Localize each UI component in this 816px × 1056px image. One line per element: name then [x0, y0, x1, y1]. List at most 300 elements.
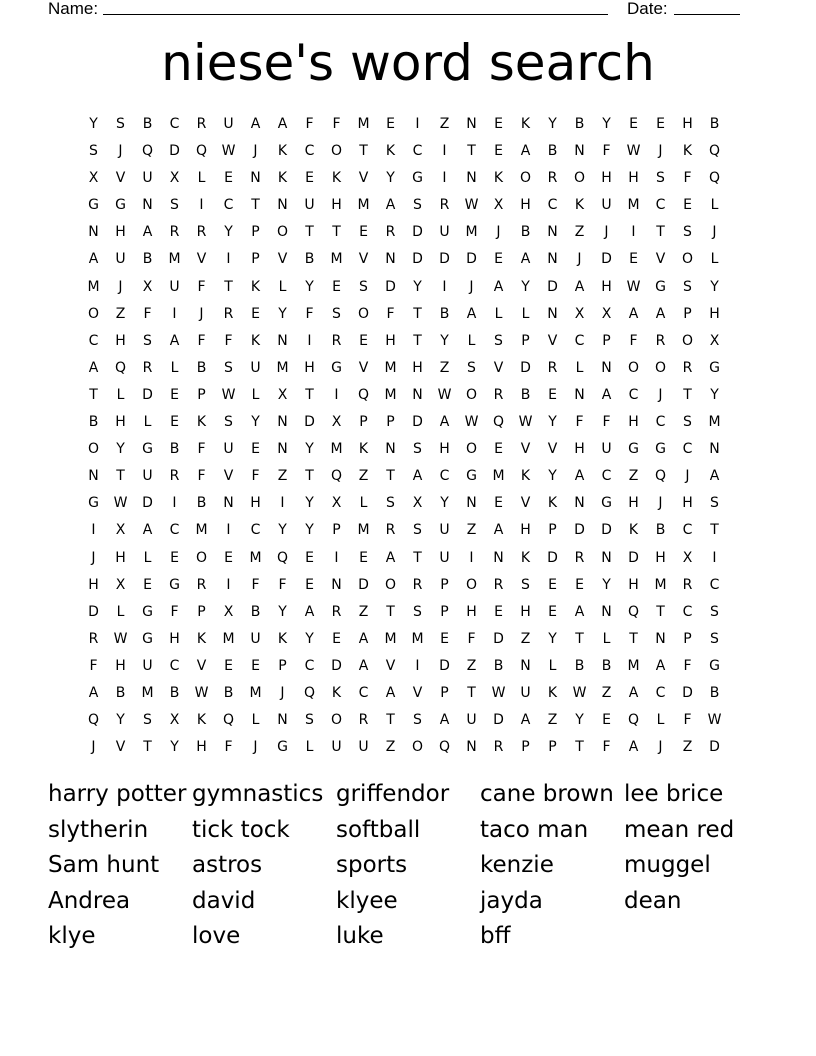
grid-letter: E: [440, 630, 449, 647]
grid-letter: O: [330, 143, 343, 160]
grid-letter: R: [142, 359, 153, 376]
grid-letter: S: [710, 630, 719, 647]
grid-letter: E: [305, 549, 314, 566]
grid-letter: F: [683, 657, 692, 674]
grid-letter: B: [439, 305, 450, 322]
grid-letter: B: [493, 657, 504, 674]
grid-letter: O: [681, 332, 694, 349]
grid-letter: M: [141, 684, 154, 701]
grid-letter: V: [655, 251, 666, 268]
grid-letter: R: [358, 712, 369, 729]
grid-letter: N: [574, 386, 585, 403]
grid-letter: Y: [224, 224, 233, 241]
grid-letter: P: [440, 576, 449, 593]
grid-letter: G: [277, 739, 288, 756]
grid-letter: L: [278, 278, 287, 295]
name-blank-line[interactable]: [103, 14, 608, 15]
grid-letter: X: [115, 522, 126, 539]
grid-letter: L: [305, 739, 314, 756]
grid-letter: A: [628, 305, 639, 322]
grid-letter: J: [658, 386, 663, 403]
grid-letter: M: [330, 251, 343, 268]
grid-letter: E: [224, 657, 233, 674]
word-list-item: Sam hunt: [48, 852, 160, 879]
grid-letter: W: [464, 414, 479, 431]
grid-letter: A: [493, 522, 504, 539]
grid-letter: E: [359, 549, 368, 566]
grid-letter: P: [440, 603, 449, 620]
grid-letter: F: [251, 468, 260, 485]
grid-letter: H: [628, 576, 639, 593]
grid-letter: R: [331, 332, 342, 349]
grid-letter: Y: [278, 522, 287, 539]
grid-letter: X: [412, 495, 423, 512]
grid-letter: I: [172, 495, 177, 512]
grid-letter: F: [629, 332, 638, 349]
grid-letter: J: [685, 468, 690, 485]
date-blank-line[interactable]: [674, 14, 740, 15]
grid-letter: I: [469, 549, 474, 566]
grid-letter: H: [169, 630, 180, 647]
grid-letter: N: [223, 495, 234, 512]
grid-letter: N: [547, 251, 558, 268]
grid-letter: D: [142, 495, 153, 512]
grid-letter: N: [493, 549, 504, 566]
grid-letter: V: [385, 657, 396, 674]
grid-letter: X: [223, 603, 234, 620]
grid-letter: A: [142, 224, 153, 241]
grid-letter: R: [196, 116, 207, 132]
grid-letter: B: [574, 657, 585, 674]
grid-letter: K: [277, 143, 288, 160]
grid-letter: A: [358, 657, 369, 674]
grid-letter: E: [251, 441, 260, 458]
grid-letter: E: [305, 576, 314, 593]
grid-letter: F: [602, 739, 611, 756]
grid-letter: J: [604, 224, 609, 241]
grid-letter: M: [627, 197, 640, 214]
word-list-item: sports: [336, 852, 408, 879]
grid-letter: C: [655, 414, 666, 431]
grid-letter: Y: [575, 712, 584, 729]
grid-letter: F: [467, 630, 476, 647]
grid-letter: A: [493, 278, 504, 295]
grid-letter: R: [493, 739, 504, 756]
grid-letter: B: [142, 251, 153, 268]
grid-letter: O: [384, 576, 397, 593]
grid-letter: B: [574, 116, 585, 132]
grid-letter: N: [250, 170, 261, 187]
grid-letter: H: [115, 332, 126, 349]
grid-letter: R: [385, 224, 396, 241]
grid-letter: F: [602, 143, 611, 160]
grid-letter: Z: [574, 224, 585, 241]
grid-letter: N: [88, 468, 99, 485]
grid-letter: Q: [627, 712, 640, 729]
word-list-item: bff: [480, 923, 511, 950]
grid-letter: B: [223, 684, 234, 701]
grid-letter: H: [655, 549, 666, 566]
grid-letter: T: [332, 224, 341, 241]
grid-letter: A: [88, 359, 99, 376]
word-list-item: Andrea: [48, 887, 131, 914]
grid-letter: V: [358, 359, 369, 376]
word-list-item: mean red: [624, 816, 735, 843]
grid-letter: M: [384, 359, 397, 376]
word-list-item: klyee: [336, 887, 398, 914]
grid-letter: N: [601, 549, 612, 566]
grid-letter: D: [331, 657, 342, 674]
grid-letter: K: [196, 712, 207, 729]
grid-letter: S: [224, 414, 233, 431]
grid-letter: M: [168, 251, 181, 268]
grid-letter: Z: [358, 468, 369, 485]
grid-letter: S: [413, 712, 422, 729]
grid-letter: Q: [87, 712, 100, 729]
grid-letter: C: [223, 197, 234, 214]
grid-letter: N: [655, 630, 666, 647]
grid-letter: E: [494, 143, 503, 160]
grid-letter: A: [385, 549, 396, 566]
grid-letter: E: [386, 116, 395, 132]
grid-letter: B: [196, 359, 207, 376]
grid-letter: I: [442, 170, 447, 187]
grid-letter: O: [465, 576, 478, 593]
grid-letter: D: [304, 414, 315, 431]
grid-letter: F: [332, 116, 341, 132]
grid-letter: B: [169, 441, 180, 458]
grid-letter: B: [115, 684, 126, 701]
grid-letter: J: [712, 224, 717, 241]
grid-letter: E: [629, 116, 638, 132]
grid-letter: A: [520, 251, 531, 268]
grid-letter: J: [118, 278, 123, 295]
grid-letter: C: [169, 116, 180, 132]
grid-letter: L: [575, 359, 584, 376]
grid-letter: S: [494, 332, 503, 349]
grid-letter: H: [115, 414, 126, 431]
grid-letter: H: [682, 495, 693, 512]
grid-letter: G: [142, 603, 153, 620]
grid-letter: W: [572, 684, 587, 701]
grid-letter: R: [169, 468, 180, 485]
grid-letter: F: [224, 332, 233, 349]
grid-letter: A: [655, 657, 666, 674]
grid-letter: Z: [628, 468, 639, 485]
grid-letter: D: [169, 143, 180, 160]
grid-letter: B: [709, 116, 720, 132]
grid-letter: Q: [330, 468, 343, 485]
grid-letter: W: [626, 278, 641, 295]
grid-letter: B: [547, 143, 558, 160]
word-list-item: astros: [192, 852, 263, 879]
grid-letter: K: [493, 170, 504, 187]
grid-letter: N: [331, 576, 342, 593]
grid-letter: Q: [357, 386, 370, 403]
grid-letter: Q: [276, 549, 289, 566]
grid-letter: K: [277, 170, 288, 187]
grid-letter: X: [277, 386, 288, 403]
grid-letter: T: [386, 712, 395, 729]
grid-letter: P: [521, 332, 530, 349]
grid-letter: X: [493, 197, 504, 214]
grid-letter: T: [656, 224, 665, 241]
grid-letter: R: [682, 359, 693, 376]
grid-letter: A: [655, 305, 666, 322]
grid-letter: E: [656, 116, 665, 132]
grid-letter: P: [332, 522, 341, 539]
word-list-item: tick tock: [192, 816, 290, 843]
grid-letter: M: [654, 576, 667, 593]
grid-letter: S: [224, 359, 233, 376]
grid-letter: T: [305, 224, 314, 241]
grid-letter: M: [195, 522, 208, 539]
grid-letter: L: [359, 495, 368, 512]
word-list-item: klye: [48, 923, 96, 950]
grid-letter: V: [223, 468, 234, 485]
grid-letter: N: [466, 170, 477, 187]
grid-letter: A: [439, 414, 450, 431]
grid-letter: F: [305, 305, 314, 322]
grid-letter: U: [439, 549, 450, 566]
grid-letter: U: [115, 251, 126, 268]
grid-letter: M: [492, 468, 505, 485]
word-list-item: griffendor: [336, 781, 450, 807]
grid-letter: A: [88, 251, 99, 268]
grid-letter: B: [142, 116, 153, 132]
grid-letter: A: [412, 468, 423, 485]
grid-letter: V: [277, 251, 288, 268]
grid-letter: Q: [492, 414, 505, 431]
word-list-item: lee brice: [624, 781, 724, 807]
grid-letter: J: [253, 143, 258, 160]
word-list-item: david: [192, 887, 256, 914]
grid-letter: V: [547, 441, 558, 458]
grid-letter: Q: [708, 143, 721, 160]
grid-letter: T: [467, 684, 476, 701]
grid-letter: D: [412, 414, 423, 431]
grid-letter: I: [226, 576, 231, 593]
grid-letter: V: [520, 441, 531, 458]
grid-letter: H: [412, 359, 423, 376]
grid-letter: N: [547, 224, 558, 241]
grid-letter: V: [196, 657, 207, 674]
grid-letter: G: [628, 441, 639, 458]
grid-letter: L: [494, 305, 503, 322]
grid-letter: L: [251, 386, 260, 403]
grid-letter: K: [250, 332, 261, 349]
grid-letter: S: [116, 116, 125, 132]
grid-letter: F: [143, 305, 152, 322]
grid-letter: Y: [440, 332, 449, 349]
grid-letter: J: [280, 684, 285, 701]
grid-letter: A: [466, 305, 477, 322]
grid-letter: N: [277, 712, 288, 729]
grid-letter: I: [334, 549, 339, 566]
grid-letter: I: [442, 278, 447, 295]
grid-letter: O: [465, 441, 478, 458]
grid-letter: C: [709, 576, 720, 593]
grid-letter: D: [412, 224, 423, 241]
grid-letter: S: [413, 522, 422, 539]
grid-letter: P: [602, 332, 611, 349]
grid-letter: I: [280, 495, 285, 512]
grid-letter: T: [143, 739, 152, 756]
grid-letter: C: [682, 522, 693, 539]
grid-letter: A: [142, 522, 153, 539]
grid-letter: G: [142, 630, 153, 647]
grid-letter: J: [199, 305, 204, 322]
grid-letter: V: [493, 359, 504, 376]
grid-letter: G: [601, 495, 612, 512]
grid-letter: S: [413, 603, 422, 620]
grid-letter: E: [494, 116, 503, 132]
grid-letter: S: [386, 495, 395, 512]
grid-letter: K: [574, 197, 585, 214]
grid-letter: C: [304, 143, 315, 160]
grid-letter: Y: [710, 386, 719, 403]
grid-letter: P: [278, 657, 287, 674]
grid-letter: A: [709, 468, 720, 485]
grid-letter: E: [332, 278, 341, 295]
grid-letter: Q: [654, 468, 667, 485]
grid-letter: A: [385, 197, 396, 214]
grid-letter: U: [331, 739, 342, 756]
grid-letter: R: [493, 386, 504, 403]
grid-letter: J: [658, 495, 663, 512]
grid-letter: E: [359, 332, 368, 349]
grid-letter: T: [413, 332, 422, 349]
grid-letter: L: [197, 170, 206, 187]
grid-letter: N: [277, 414, 288, 431]
grid-letter: H: [601, 278, 612, 295]
grid-letter: H: [709, 305, 720, 322]
grid-letter: H: [466, 603, 477, 620]
grid-letter: R: [547, 170, 558, 187]
word-list-item: cane brown: [480, 781, 614, 807]
grid-letter: R: [493, 576, 504, 593]
grid-letter: A: [358, 630, 369, 647]
grid-letter: Q: [141, 143, 154, 160]
grid-letter: S: [710, 495, 719, 512]
grid-letter: A: [628, 684, 639, 701]
word-list-item: jayda: [480, 887, 543, 914]
word-list-item: taco man: [480, 816, 589, 843]
grid-letter: H: [601, 170, 612, 187]
grid-letter: G: [655, 278, 666, 295]
grid-letter: Q: [708, 170, 721, 187]
grid-letter: S: [683, 224, 692, 241]
grid-letter: Y: [548, 630, 557, 647]
grid-letter: O: [195, 549, 208, 566]
grid-letter: H: [520, 197, 531, 214]
grid-letter: X: [88, 170, 99, 187]
grid-letter: L: [656, 712, 665, 729]
grid-letter: A: [628, 739, 639, 756]
grid-letter: N: [277, 441, 288, 458]
grid-letter: R: [574, 549, 585, 566]
grid-letter: H: [628, 495, 639, 512]
grid-letter: K: [196, 414, 207, 431]
grid-letter: S: [467, 359, 476, 376]
word-list-item: love: [192, 923, 241, 950]
grid-letter: E: [494, 251, 503, 268]
grid-letter: T: [467, 143, 476, 160]
grid-letter: P: [683, 305, 692, 322]
grid-letter: F: [197, 278, 206, 295]
grid-letter: Z: [520, 630, 531, 647]
grid-letter: C: [574, 332, 585, 349]
grid-letter: C: [655, 684, 666, 701]
grid-letter: K: [520, 549, 531, 566]
grid-letter: V: [412, 684, 423, 701]
grid-letter: E: [170, 386, 179, 403]
grid-letter: J: [577, 251, 582, 268]
grid-letter: A: [439, 712, 450, 729]
grid-letter: C: [88, 332, 99, 349]
grid-letter: Z: [358, 603, 369, 620]
grid-letter: M: [249, 684, 262, 701]
grid-letter: K: [358, 441, 369, 458]
grid-letter: T: [413, 305, 422, 322]
grid-letter: U: [223, 116, 234, 132]
grid-letter: A: [574, 603, 585, 620]
grid-letter: P: [440, 684, 449, 701]
grid-letter: Z: [682, 739, 693, 756]
grid-letter: N: [547, 305, 558, 322]
grid-letter: R: [385, 522, 396, 539]
grid-letter: O: [330, 712, 343, 729]
grid-letter: M: [330, 441, 343, 458]
grid-letter: E: [224, 170, 233, 187]
grid-letter: E: [332, 630, 341, 647]
grid-letter: L: [467, 332, 476, 349]
letter-grid: [80, 111, 728, 761]
grid-letter: Z: [115, 305, 126, 322]
grid-letter: F: [89, 657, 98, 674]
grid-letter: M: [411, 630, 424, 647]
grid-letter: H: [115, 224, 126, 241]
grid-letter: A: [574, 278, 585, 295]
grid-letter: N: [466, 739, 477, 756]
grid-letter: N: [574, 495, 585, 512]
grid-letter: U: [358, 739, 369, 756]
grid-letter: E: [143, 576, 152, 593]
grid-letter: R: [412, 576, 423, 593]
grid-letter: D: [358, 576, 369, 593]
grid-letter: A: [250, 116, 261, 132]
grid-letter: Y: [305, 522, 314, 539]
grid-letter: Y: [251, 414, 260, 431]
grid-letter: R: [88, 630, 99, 647]
grid-letter: C: [169, 657, 180, 674]
grid-letter: T: [116, 468, 125, 485]
grid-letter: W: [518, 414, 533, 431]
grid-letter: R: [169, 224, 180, 241]
grid-letter: O: [519, 170, 532, 187]
grid-letter: H: [439, 441, 450, 458]
grid-letter: E: [548, 386, 557, 403]
grid-letter: T: [305, 386, 314, 403]
grid-letter: U: [142, 468, 153, 485]
grid-letter: X: [601, 305, 612, 322]
grid-letter: N: [466, 116, 477, 132]
grid-letter: J: [469, 278, 474, 295]
grid-letter: G: [466, 468, 477, 485]
grid-letter: O: [465, 386, 478, 403]
grid-letter: H: [628, 170, 639, 187]
grid-letter: M: [222, 630, 235, 647]
